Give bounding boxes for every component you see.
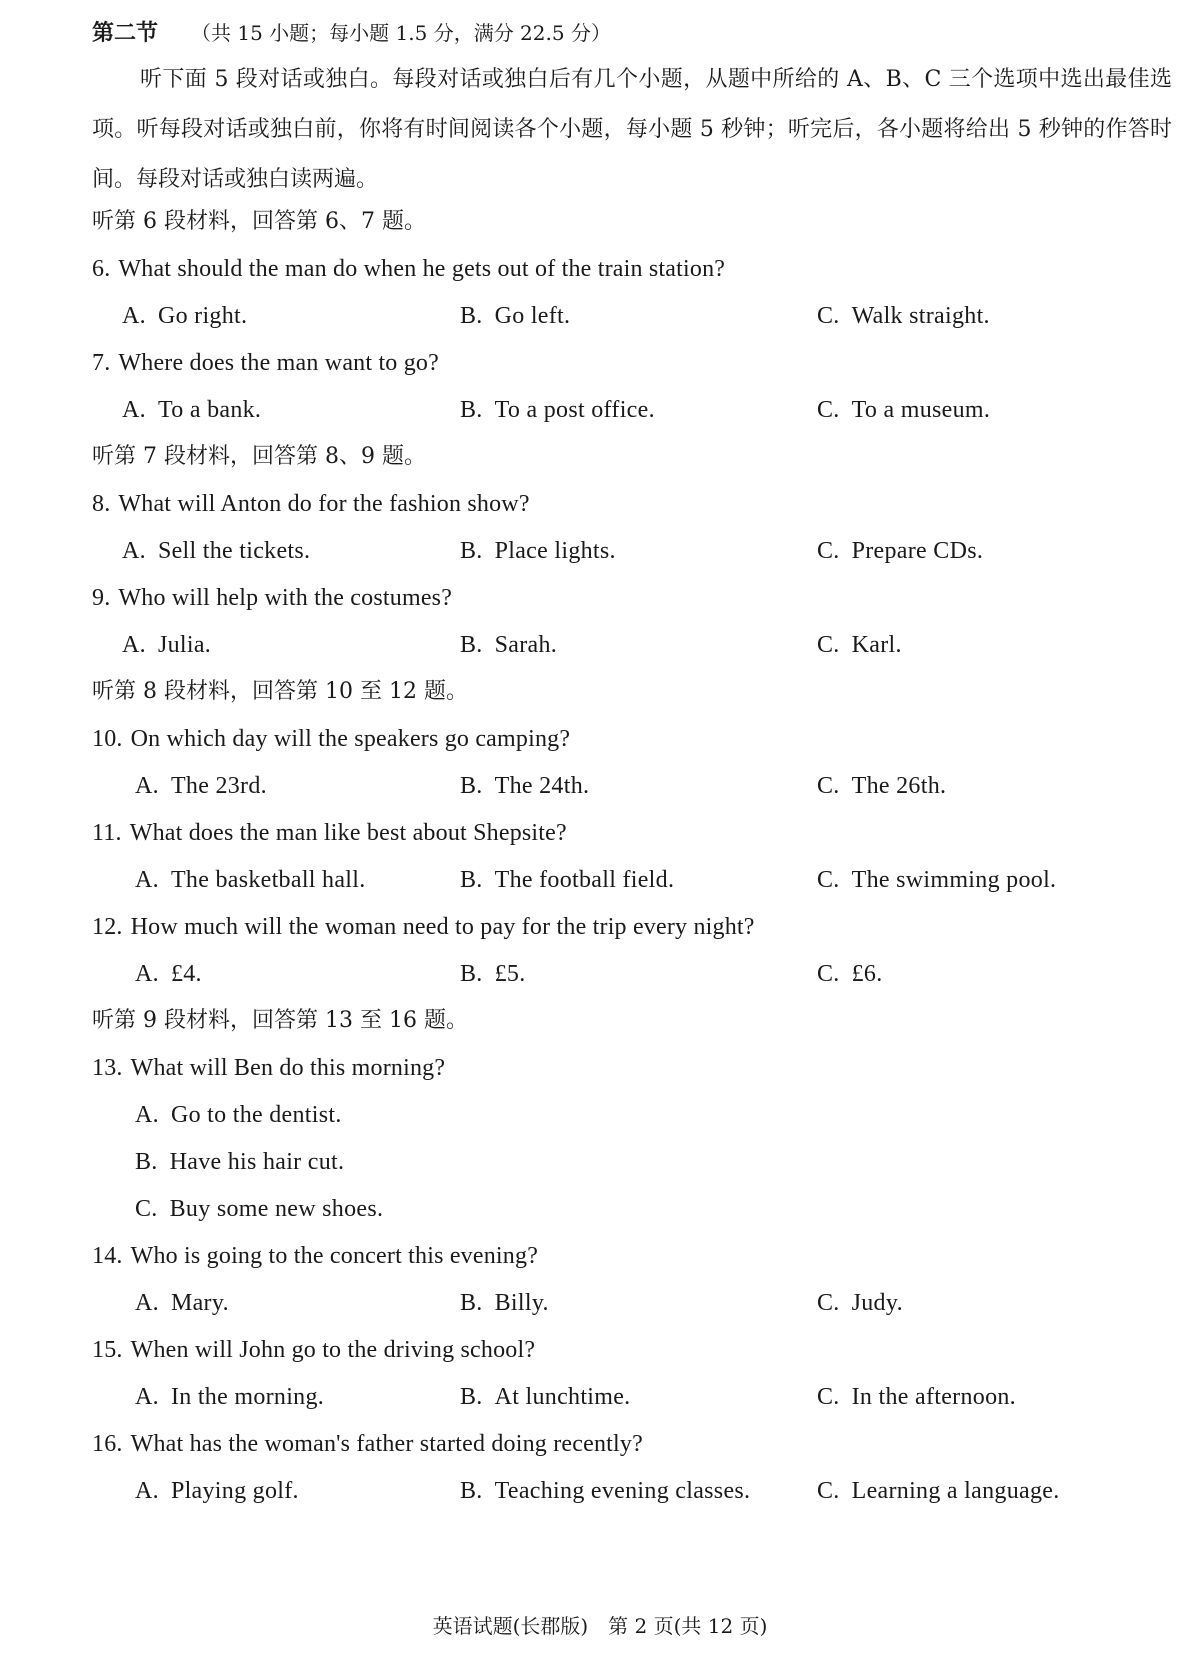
question-15 bbox=[92, 1335, 535, 1365]
question-number: 12. bbox=[92, 914, 123, 940]
question-number: 14. bbox=[92, 1243, 123, 1269]
question-13 bbox=[92, 1053, 445, 1083]
option-13a[interactable]: A. Go to the dentist. bbox=[135, 1102, 342, 1128]
option-7c[interactable]: C. To a museum. bbox=[817, 397, 991, 423]
question-12 bbox=[92, 912, 755, 942]
question-number: 13. bbox=[92, 1055, 123, 1081]
question-text: What will Anton do for the fashion show? bbox=[118, 491, 530, 517]
option-9b[interactable]: B. Sarah. bbox=[460, 632, 558, 658]
question-text: What will Ben do this morning? bbox=[130, 1055, 446, 1081]
option-14a[interactable]: A. Mary. bbox=[135, 1290, 229, 1316]
option-10a[interactable]: A. The 23rd. bbox=[135, 773, 267, 799]
instructions: 听下面 5 段对话或独白。每段对话或独白后有几个小题，从题中所给的 A、B、C 三个选项中选出最佳选项。听每段对话或独白前，你将有时间阅读各个小题，每小题 5 秒钟；听完后，各小题将给出 5 秒钟的作答时间。每段对话或独白读两遍。 bbox=[92, 67, 1172, 192]
question-number: 11. bbox=[92, 820, 122, 846]
question-text: How much will the woman need to pay for the trip every night? bbox=[130, 914, 755, 940]
question-number: 15. bbox=[92, 1337, 123, 1363]
option-16b[interactable]: B. Teaching evening classes. bbox=[460, 1478, 751, 1504]
option-11b[interactable]: B. The football field. bbox=[460, 867, 675, 893]
group-label: 听第 6 段材料，回答第 6、7 题。 bbox=[92, 209, 426, 234]
question-number: 16. bbox=[92, 1431, 123, 1457]
option-16a[interactable]: A. Playing golf. bbox=[135, 1478, 299, 1504]
option-10c[interactable]: C. The 26th. bbox=[817, 773, 947, 799]
option-12a[interactable]: A. £4. bbox=[135, 961, 202, 987]
option-14c[interactable]: C. Judy. bbox=[817, 1290, 903, 1316]
question-text: Who is going to the concert this evening? bbox=[130, 1243, 539, 1269]
option-13b[interactable]: B. Have his hair cut. bbox=[135, 1149, 345, 1175]
option-15b[interactable]: B. At lunchtime. bbox=[460, 1384, 631, 1410]
option-6b[interactable]: B. Go left. bbox=[460, 303, 571, 329]
group-label: 听第 9 段材料，回答第 13 至 16 题。 bbox=[92, 1008, 468, 1033]
question-number: 7. bbox=[92, 350, 111, 376]
section-info: （共 15 小题；每小题 1.5 分，满分 22.5 分） bbox=[191, 21, 611, 45]
question-text: Who will help with the costumes? bbox=[118, 585, 453, 611]
option-8a[interactable]: A. Sell the tickets. bbox=[122, 538, 311, 564]
option-7b[interactable]: B. To a post office. bbox=[460, 397, 655, 423]
question-9 bbox=[92, 583, 452, 613]
group-label: 听第 7 段材料，回答第 8、9 题。 bbox=[92, 444, 426, 469]
option-15c[interactable]: C. In the afternoon. bbox=[817, 1384, 1016, 1410]
question-8 bbox=[92, 489, 530, 519]
question-text: What has the woman's father started doing recently? bbox=[130, 1431, 643, 1457]
option-12c[interactable]: C. £6. bbox=[817, 961, 883, 987]
question-6 bbox=[92, 254, 725, 284]
question-14 bbox=[92, 1241, 538, 1271]
option-10b[interactable]: B. The 24th. bbox=[460, 773, 590, 799]
option-15a[interactable]: A. In the morning. bbox=[135, 1384, 325, 1410]
question-number: 9. bbox=[92, 585, 111, 611]
option-6a[interactable]: A. Go right. bbox=[122, 303, 248, 329]
question-text: On which day will the speakers go camping? bbox=[130, 726, 571, 752]
question-text: Where does the man want to go? bbox=[118, 350, 439, 376]
section-header bbox=[92, 18, 611, 49]
question-16 bbox=[92, 1429, 643, 1459]
option-14b[interactable]: B. Billy. bbox=[460, 1290, 549, 1316]
question-number: 8. bbox=[92, 491, 111, 517]
question-text: What does the man like best about Shepsite? bbox=[129, 820, 567, 846]
option-7a[interactable]: A. To a bank. bbox=[122, 397, 262, 423]
option-8c[interactable]: C. Prepare CDs. bbox=[817, 538, 984, 564]
option-8b[interactable]: B. Place lights. bbox=[460, 538, 616, 564]
option-11c[interactable]: C. The swimming pool. bbox=[817, 867, 1057, 893]
question-10 bbox=[92, 724, 570, 754]
question-11 bbox=[92, 818, 567, 848]
option-9a[interactable]: A. Julia. bbox=[122, 632, 212, 658]
question-text: When will John go to the driving school? bbox=[130, 1337, 536, 1363]
question-text: What should the man do when he gets out of the train station? bbox=[118, 256, 726, 282]
page-footer: 英语试题(长郡版) 第 2 页(共 12 页) bbox=[432, 1614, 768, 1638]
option-12b[interactable]: B. £5. bbox=[460, 961, 526, 987]
question-number: 6. bbox=[92, 256, 111, 282]
option-6c[interactable]: C. Walk straight. bbox=[817, 303, 990, 329]
option-9c[interactable]: C. Karl. bbox=[817, 632, 902, 658]
group-label: 听第 8 段材料，回答第 10 至 12 题。 bbox=[92, 679, 468, 704]
question-7 bbox=[92, 348, 439, 378]
section-title: 第二节 bbox=[92, 21, 159, 46]
option-16c[interactable]: C. Learning a language. bbox=[817, 1478, 1060, 1504]
option-13c[interactable]: C. Buy some new shoes. bbox=[135, 1196, 384, 1222]
option-11a[interactable]: A. The basketball hall. bbox=[135, 867, 366, 893]
question-number: 10. bbox=[92, 726, 123, 752]
